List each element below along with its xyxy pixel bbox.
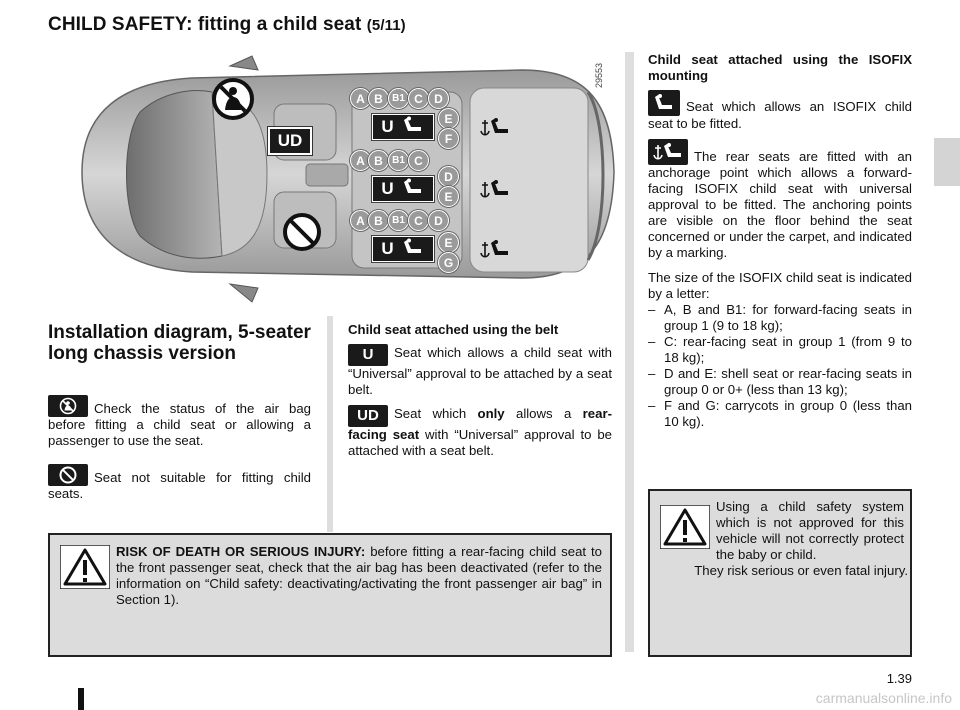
not-suitable-icon-diagram: [282, 212, 322, 252]
isofix-note-text: Seat which allows an ISOFIX child seat to be fitted.: [648, 99, 912, 131]
isofix-seat-icon: [403, 178, 425, 201]
size-letter-b1: B1: [388, 210, 409, 231]
ud-text-only: only: [477, 406, 505, 421]
size-list-item: – A, B and B1: for forward-facing seats in group 1 (9 to 18 kg);: [648, 302, 912, 334]
belt-heading: Child seat attached using the belt: [348, 322, 559, 337]
u-note: [348, 344, 612, 398]
airbag-note-text: Check the status of the air bag before fitting a child seat or allowing a passenger to use the seat.: [48, 401, 311, 448]
warning-right-text-a: Using a child safety system which is not approved for this vehicle will not correctly protect the baby or child.: [716, 499, 904, 562]
anchor-note: [648, 139, 912, 261]
not-suitable-note: [48, 464, 311, 502]
windscreen: [127, 91, 223, 259]
anchor-tag: [648, 139, 688, 165]
seat-row-3: [350, 210, 610, 276]
size-letter-b1: B1: [388, 150, 409, 171]
section-heading: Installation diagram, 5-seater long chassis version: [48, 322, 311, 364]
warning-right-text-b: They risk serious or even fatal injury.: [694, 563, 908, 578]
isofix-seat-icon: [652, 93, 676, 113]
size-letter-d: D: [438, 166, 459, 187]
page-title: [48, 14, 406, 36]
airbag-check-icon: [212, 78, 254, 120]
gutter-bar: [625, 52, 634, 652]
u-tag: U: [348, 344, 388, 366]
ud-text-post: with “Universal” approval to be attached with a seat belt.: [348, 427, 612, 458]
warning-triangle-icon-bottom: [60, 545, 110, 594]
ud-note: [348, 405, 612, 459]
size-letter-e: E: [438, 186, 459, 207]
u-note-text: Seat which allows a child seat with “Universal” approval to be attached by a seat belt.: [348, 345, 612, 397]
not-suitable-text: Seat not suitable for fitting child seats.: [48, 470, 311, 501]
size-letter-c: C: [408, 210, 429, 231]
title-part: (5/11): [366, 17, 406, 34]
seat-row-1: [350, 88, 610, 158]
section-tab: [934, 138, 960, 186]
ud-tag: UD: [348, 405, 388, 427]
anchor-seat-icon: [651, 141, 685, 163]
size-letter-d: D: [428, 210, 449, 231]
size-letter-d: D: [428, 88, 449, 109]
isofix-section: [648, 52, 912, 430]
size-letter-e: E: [438, 232, 459, 253]
size-list-item: – F and G: carrycots in group 0 (less than 10 kg).: [648, 398, 912, 430]
warning-triangle-icon: [660, 505, 710, 554]
title-text: CHILD SAFETY: fitting a child seat: [48, 14, 362, 35]
size-list-item: – C: rear-facing seat in group 1 (from 9 to 18 kg);: [648, 334, 912, 366]
page-number: 1.39: [886, 671, 912, 686]
size-letter-b: B: [368, 150, 389, 171]
anchor-point-icon: [478, 178, 512, 202]
size-letter-b: B: [368, 210, 389, 231]
size-intro: The size of the ISOFIX child seat is indicated by a letter:: [648, 270, 912, 301]
ud-text-mid: allows a: [515, 406, 572, 421]
not-suitable-small-icon: [59, 466, 77, 484]
ud-text-pre: Seat which: [394, 406, 467, 421]
airbag-check-small-icon: [59, 397, 77, 415]
anchor-note-text: The rear seats are fitted with an anchorage point which allows a forward-facing ISOFIX child seat with universal approval to be fitted. The anchoring points are visible on the floor behind the seat concerned or under the carpet, and indicated by a marking.: [648, 149, 912, 260]
size-list: [648, 302, 912, 430]
isofix-heading: Child seat attached using the ISOFIX mounting: [648, 52, 912, 83]
anchor-point-icon: [478, 116, 512, 140]
warning-bottom-text: [116, 544, 602, 608]
airbag-note: [48, 395, 311, 449]
airbag-check-tag: [48, 395, 88, 417]
warning-bottom-body: before fitting a rear-facing child seat to the front passenger seat, check that the air bag has been deactivated (refer to the information on “Child safety: deactivating/activating the front passenger air bag” in Section 1).: [116, 544, 602, 607]
centre-console: [306, 164, 348, 186]
isofix-tag: [648, 90, 680, 116]
u-seat-tag-label: U: [381, 117, 394, 136]
size-letter-b: B: [368, 88, 389, 109]
watermark: carmanualsonline.info: [815, 690, 952, 706]
size-letter-g: G: [438, 252, 459, 273]
ud-tag-front: UD: [268, 127, 312, 155]
u-seat-tag: [372, 236, 434, 262]
size-letter-c: C: [408, 150, 429, 171]
isofix-seat-icon: [403, 116, 425, 139]
size-letter-a: A: [350, 150, 371, 171]
warning-box-right: [648, 489, 912, 657]
corner-mark: [78, 688, 84, 710]
isofix-seat-icon: [403, 238, 425, 261]
ud-text-rear-facing: rear-facing seat: [348, 406, 612, 442]
u-seat-tag: [372, 114, 434, 140]
anchor-point-icon: [478, 238, 512, 262]
figure-code: 29553: [594, 62, 604, 88]
size-letter-f: F: [438, 128, 459, 149]
size-list-item: – D and E: shell seat or rear-facing seats in group 0 or 0+ (less than 13 kg);: [648, 366, 912, 398]
size-letter-a: A: [350, 88, 371, 109]
warning-bottom-bold: RISK OF DEATH OR SERIOUS INJURY:: [116, 544, 366, 559]
belt-section: [348, 322, 612, 459]
u-seat-tag-label: U: [381, 239, 394, 258]
mirror-right: [230, 284, 258, 302]
warning-box-bottom: [48, 533, 612, 657]
size-letter-e: E: [438, 108, 459, 129]
seat-row-2: [350, 150, 610, 214]
size-letter-b1: B1: [388, 88, 409, 109]
isofix-note: [648, 90, 912, 132]
u-seat-tag-label: U: [381, 179, 394, 198]
mirror-left: [230, 56, 258, 70]
not-suitable-tag: [48, 464, 88, 486]
size-letter-c: C: [408, 88, 429, 109]
u-seat-tag: [372, 176, 434, 202]
size-letter-a: A: [350, 210, 371, 231]
